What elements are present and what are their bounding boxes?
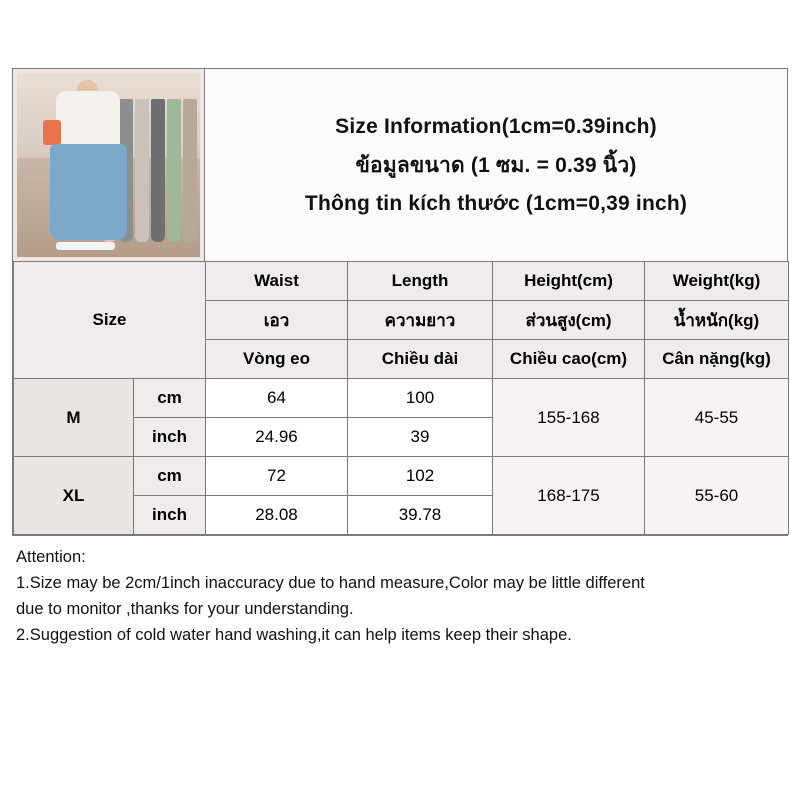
xl-waist-inch: 28.08	[206, 496, 348, 535]
title-line-en: Size Information(1cm=0.39inch)	[335, 114, 657, 138]
m-waist-cm: 64	[206, 379, 348, 418]
m-waist-inch: 24.96	[206, 418, 348, 457]
col-weight-en: Weight(kg)	[645, 262, 789, 301]
attention-title: Attention:	[16, 548, 86, 566]
col-waist-en: Waist	[206, 262, 348, 301]
unit-cm: cm	[134, 457, 206, 496]
product-photo	[13, 69, 205, 261]
col-waist-vi: Vòng eo	[206, 340, 348, 379]
xl-length-inch: 39.78	[348, 496, 493, 535]
chart-header	[13, 69, 787, 261]
col-length-en: Length	[348, 262, 493, 301]
model-shoes	[56, 242, 115, 250]
attention-block	[12, 542, 788, 650]
model-figure	[46, 91, 130, 249]
col-waist-th: เอว	[206, 301, 348, 340]
xl-waist-cm: 72	[206, 457, 348, 496]
unit-inch: inch	[134, 418, 206, 457]
m-weight: 45-55	[645, 379, 789, 457]
col-weight-th: น้ำหนัก(kg)	[645, 301, 789, 340]
unit-cm: cm	[134, 379, 206, 418]
m-length-inch: 39	[348, 418, 493, 457]
xl-weight: 55-60	[645, 457, 789, 535]
m-length-cm: 100	[348, 379, 493, 418]
col-height-en: Height(cm)	[493, 262, 645, 301]
model-bag	[43, 120, 62, 145]
table-header-row-1	[14, 262, 789, 301]
row-size-m: M	[14, 379, 134, 457]
xl-length-cm: 102	[348, 457, 493, 496]
row-size-xl: XL	[14, 457, 134, 535]
model-pants	[50, 144, 127, 241]
unit-inch: inch	[134, 496, 206, 535]
table-row	[14, 457, 789, 496]
col-height-vi: Chiều cao(cm)	[493, 340, 645, 379]
col-height-th: ส่วนสูง(cm)	[493, 301, 645, 340]
title-line-vi: Thông tin kích thước (1cm=0,39 inch)	[304, 191, 688, 215]
size-chart-container	[12, 68, 788, 536]
xl-height: 168-175	[493, 457, 645, 535]
m-height: 155-168	[493, 379, 645, 457]
size-header-cell: Size	[14, 262, 206, 379]
col-length-vi: Chiều dài	[348, 340, 493, 379]
attention-line-3: 2.Suggestion of cold water hand washing,it can help items keep their shape.	[16, 625, 572, 644]
attention-line-2: due to monitor ,thanks for your understanding.	[16, 599, 354, 618]
model-top	[56, 91, 120, 148]
col-weight-vi: Cân nặng(kg)	[645, 340, 789, 379]
chart-title-block	[205, 69, 787, 261]
photo-inner	[17, 73, 200, 257]
attention-line-1: 1.Size may be 2cm/1inch inaccuracy due to hand measure,Color may be little different	[16, 573, 645, 592]
size-table	[13, 261, 789, 535]
col-length-th: ความยาว	[348, 301, 493, 340]
title-line-th: ข้อมูลขนาด (1 ซม. = 0.39 นิ้ว)	[355, 153, 637, 177]
table-row	[14, 379, 789, 418]
